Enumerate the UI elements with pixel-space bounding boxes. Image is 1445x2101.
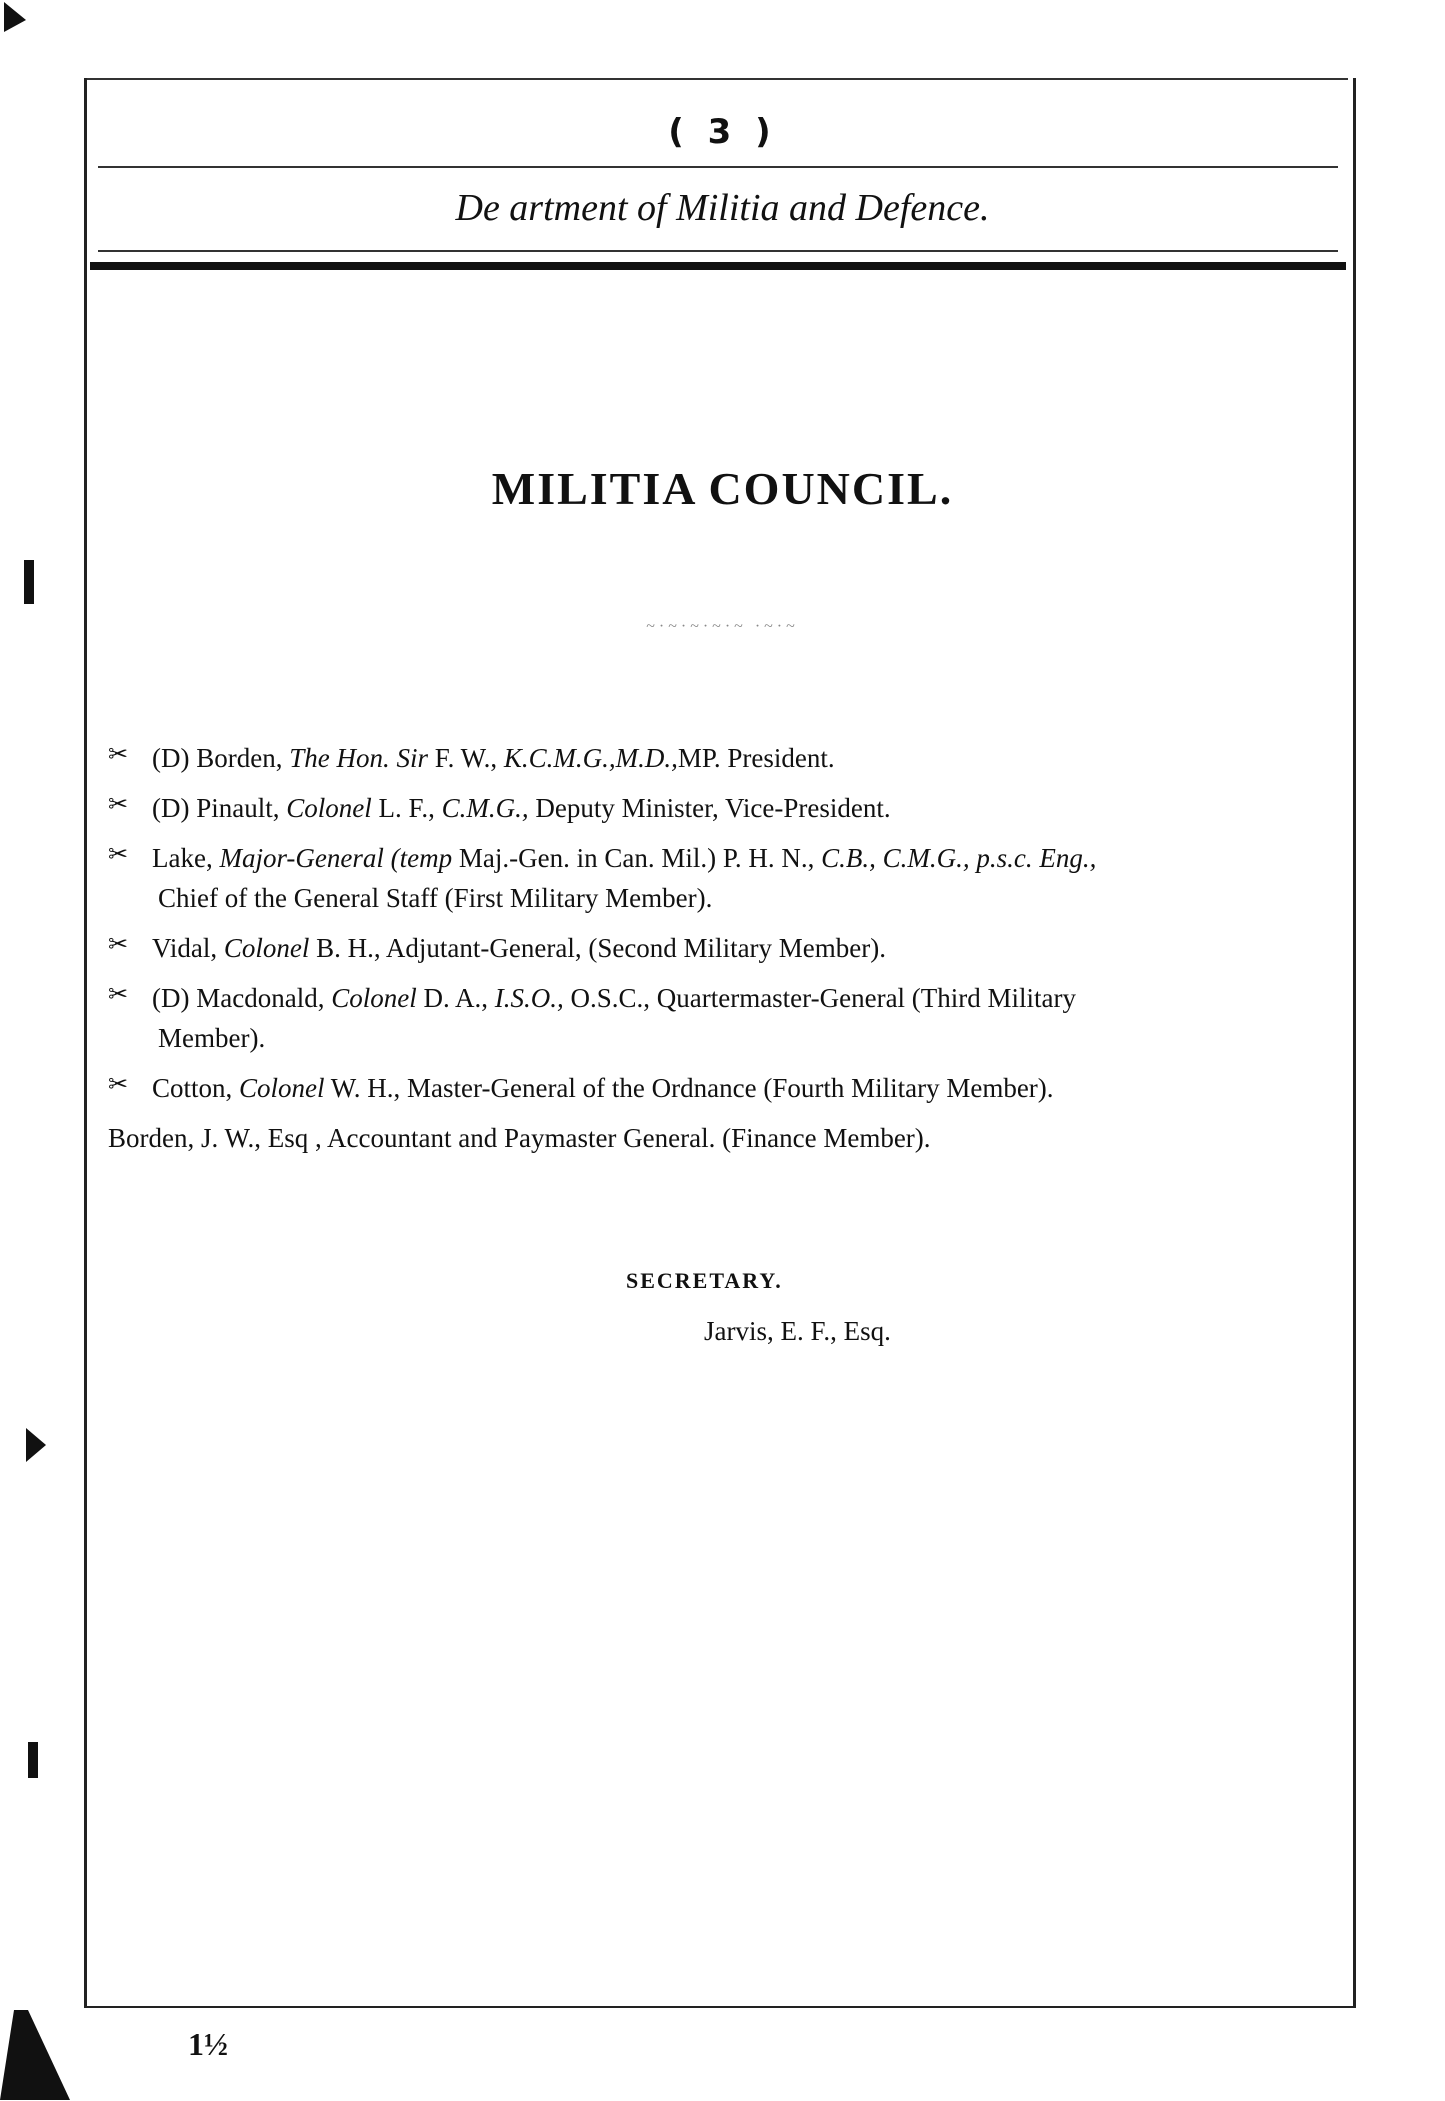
member-entry: ✂ Cotton, Colonel W. H., Master-General of the Ordnance (Fourth Military Member). xyxy=(108,1068,1340,1108)
secretary-name: Jarvis, E. F., Esq. xyxy=(704,1316,891,1346)
member-entry: ✂ (D) Macdonald, Colonel D. A., I.S.O., O.S.C., Quartermaster-General (Third Military Member). xyxy=(108,978,1340,1058)
header-rule xyxy=(98,166,1338,168)
member-entry: ✂ Vidal, Colonel B. H., Adjutant-General, (Second Military Member). xyxy=(108,928,1340,968)
member-entry: ✂ (D) Borden, The Hon. Sir F. W., K.C.M.G.,M.D.,MP. President. xyxy=(108,738,1340,778)
dagger-mark-icon: ✂ xyxy=(108,930,129,958)
binding-mark xyxy=(26,1428,46,1462)
header-rule xyxy=(98,250,1338,252)
dagger-mark-icon: ✂ xyxy=(108,980,129,1008)
binding-mark xyxy=(24,560,34,604)
dagger-mark-icon: ✂ xyxy=(108,740,129,768)
dagger-mark-icon: ✂ xyxy=(108,1070,129,1098)
member-entry: ✂ (D) Pinault, Colonel L. F., C.M.G., Deputy Minister, Vice-President. xyxy=(108,788,1340,828)
header-thick-rule xyxy=(90,262,1346,270)
secretary-label: SECRETARY. xyxy=(626,1268,783,1293)
page-number: ( 3 ) xyxy=(668,112,777,152)
dagger-mark-icon: ✂ xyxy=(108,790,129,818)
member-entry: ✂ Lake, Major-General (temp Maj.-Gen. in Can. Mil.) P. H. N., C.B., C.M.G., p.s.c. Eng., Chief of the General Staff (First Military Member). xyxy=(108,838,1340,918)
binding-mark xyxy=(0,2010,70,2100)
council-heading: MILITIA COUNCIL. xyxy=(491,463,954,514)
ornament-divider: ~·~·~·~·~ ·~·~ xyxy=(646,618,799,635)
dagger-mark-icon: ✂ xyxy=(108,840,129,868)
department-title: De artment of Militia and Defence. xyxy=(455,187,990,229)
binding-mark xyxy=(28,1742,38,1778)
binding-mark xyxy=(4,2,26,32)
signature-number: 1½ xyxy=(188,2026,228,2062)
member-entry: Borden, J. W., Esq , Accountant and Paymaster General. (Finance Member). xyxy=(108,1123,931,1153)
member-list xyxy=(108,738,1340,1168)
